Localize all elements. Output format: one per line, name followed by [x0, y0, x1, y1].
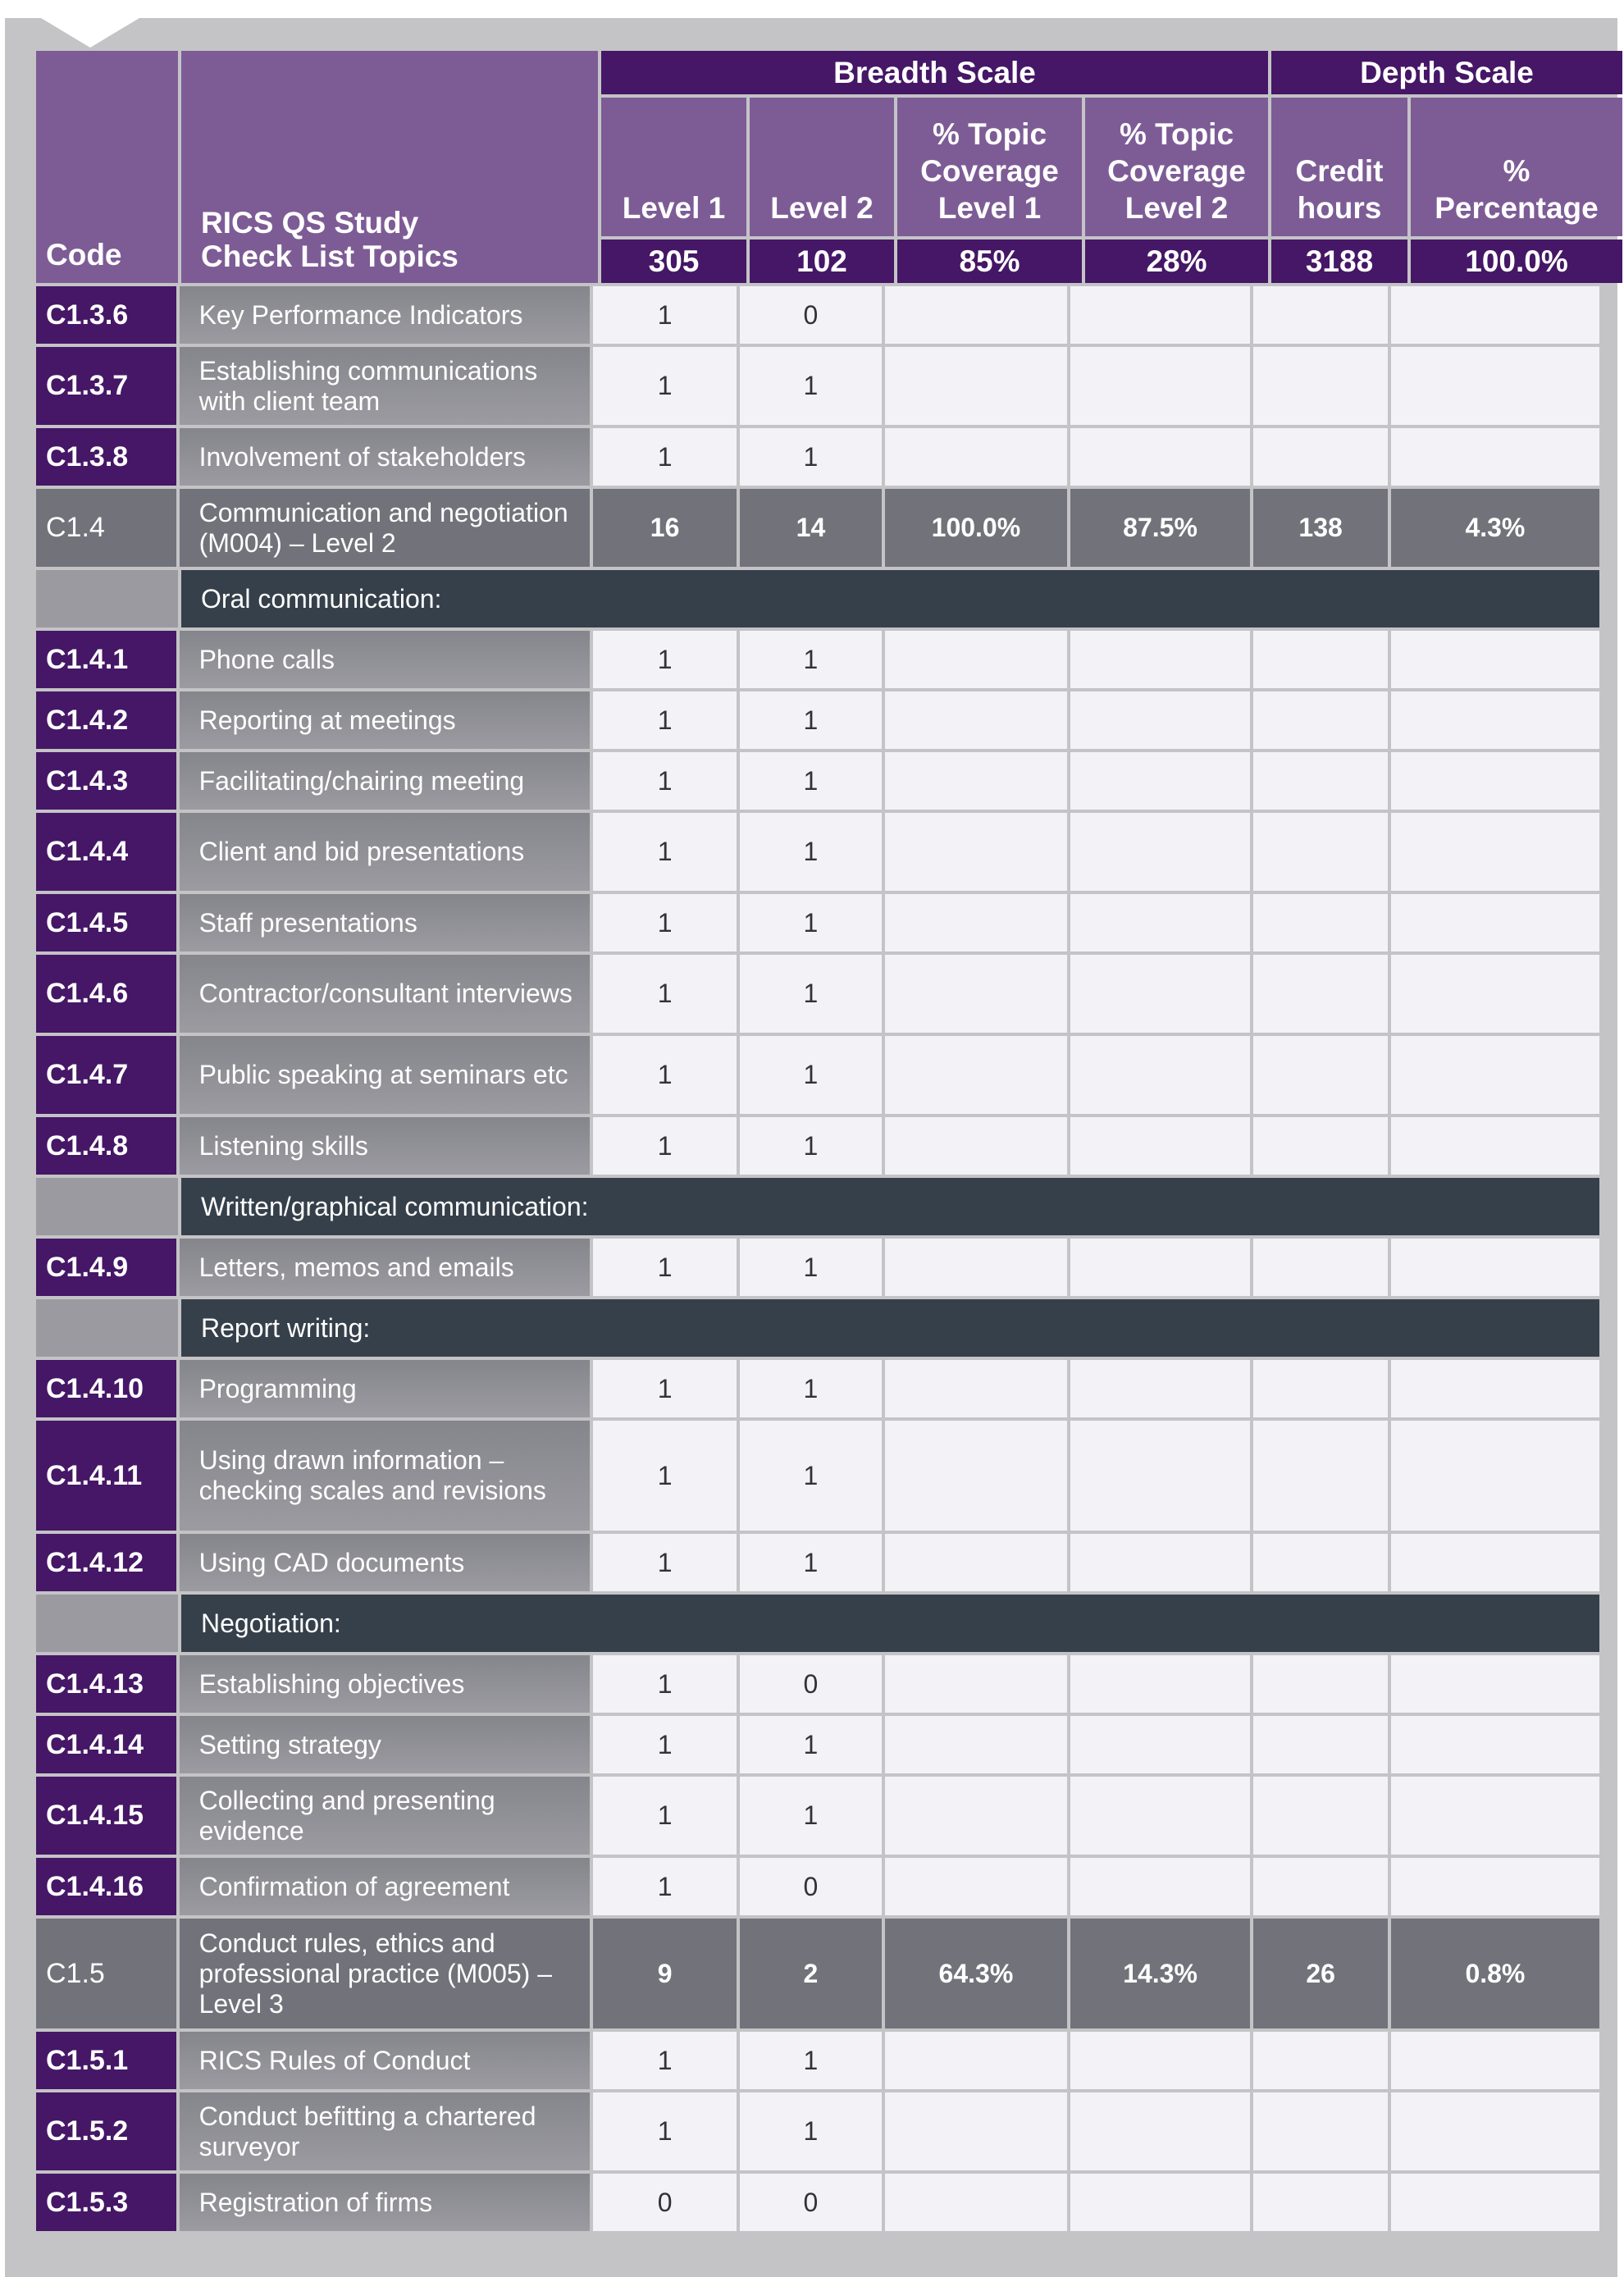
header-col-label-line: Coverage: [1107, 154, 1246, 188]
table-row: [36, 1117, 1599, 1175]
row-value: [1253, 1534, 1388, 1591]
row-value: 14.3%: [1070, 1919, 1251, 2028]
row-value: [1070, 1036, 1251, 1114]
row-value: [1391, 631, 1599, 688]
table-row: [36, 428, 1599, 486]
row-value: 0: [740, 1655, 882, 1713]
row-code: C1.4.15: [36, 1777, 176, 1855]
row-topic: Facilitating/chairing meeting: [180, 752, 591, 810]
row-value: [1253, 347, 1388, 425]
row-value: 2: [740, 1919, 882, 2028]
row-code: C1.4.12: [36, 1534, 176, 1591]
header-col-total: 28%: [1085, 240, 1268, 283]
row-value: 1: [593, 2092, 736, 2170]
row-value: [885, 428, 1067, 486]
row-code: C1.4.11: [36, 1421, 176, 1531]
header-col-total: 102: [750, 240, 894, 283]
row-value: [885, 1716, 1067, 1773]
row-value: [1391, 1858, 1599, 1915]
row-topic: RICS Rules of Conduct: [180, 2032, 591, 2089]
header-col-label-line: hours: [1297, 191, 1382, 225]
header-col-label: [1085, 98, 1268, 236]
row-topic: Establishing communications with client team: [180, 347, 591, 425]
row-value: 9: [593, 1919, 736, 2028]
row-value: [1253, 813, 1388, 891]
row-value: [1070, 894, 1251, 951]
row-value: [1391, 1036, 1599, 1114]
row-value: [1253, 2174, 1388, 2231]
row-topic: Communication and negotiation (M004) – Level 2: [180, 489, 591, 567]
row-value: [1253, 2092, 1388, 2170]
header-col-total: 3188: [1271, 240, 1407, 283]
row-value: 1: [593, 1036, 736, 1114]
row-code: C1.3.7: [36, 347, 176, 425]
row-code: C1.4.8: [36, 1117, 176, 1175]
table-row: [36, 1239, 1599, 1296]
row-value: 1: [740, 631, 882, 688]
header-col-label-line: Level 2: [1124, 191, 1229, 225]
row-value: 1: [593, 1421, 736, 1531]
row-value: [1070, 1777, 1251, 1855]
row-value: [1391, 1117, 1599, 1175]
row-value: [885, 1360, 1067, 1417]
row-topic: Contractor/consultant interviews: [180, 955, 591, 1033]
row-value: [1391, 1360, 1599, 1417]
row-value: 1: [740, 752, 882, 810]
row-value: [885, 955, 1067, 1033]
row-value: [1070, 631, 1251, 688]
row-value: [1070, 1421, 1251, 1531]
header-col-label-line: Level 1: [622, 191, 726, 225]
row-value: [885, 2174, 1067, 2231]
table-row: [36, 631, 1599, 688]
table-row: [36, 1534, 1599, 1591]
row-value: 1: [740, 1534, 882, 1591]
row-value: [1070, 752, 1251, 810]
row-topic: Phone calls: [180, 631, 591, 688]
row-value: [1391, 286, 1599, 344]
row-value: 16: [593, 489, 736, 567]
row-value: 1: [593, 286, 736, 344]
row-value: [1253, 1777, 1388, 1855]
row-value: 1: [593, 1858, 736, 1915]
table-row: [36, 1716, 1599, 1773]
row-value: 1: [740, 1239, 882, 1296]
header-breadth-scale: Breadth Scale: [601, 51, 1268, 94]
row-value: [1070, 2174, 1251, 2231]
row-value: [885, 1117, 1067, 1175]
row-value: [1253, 631, 1388, 688]
section-title: Written/graphical communication:: [181, 1178, 1599, 1235]
row-value: 87.5%: [1070, 489, 1251, 567]
row-value: 1: [593, 428, 736, 486]
header-col-label-line: Coverage: [920, 154, 1059, 188]
header-col-label-line: Credit: [1295, 154, 1384, 188]
header-col-label-line: % Topic: [932, 117, 1047, 151]
row-topic: Using drawn information – checking scales and revisions: [180, 1421, 591, 1531]
row-code: C1.4.9: [36, 1239, 176, 1296]
row-value: 1: [740, 1117, 882, 1175]
row-value: 1: [740, 1360, 882, 1417]
section-code-blank: [36, 1299, 178, 1357]
row-topic: Registration of firms: [180, 2174, 591, 2231]
row-value: 64.3%: [885, 1919, 1067, 2028]
row-value: [1070, 1858, 1251, 1915]
row-value: [1391, 2174, 1599, 2231]
row-value: 0.8%: [1391, 1919, 1599, 2028]
table-row: [36, 1360, 1599, 1417]
row-value: [1391, 1534, 1599, 1591]
row-value: [1253, 894, 1388, 951]
section-header-row: [36, 570, 1599, 627]
header-col-label-line: % Topic: [1119, 117, 1234, 151]
row-value: [1391, 1777, 1599, 1855]
row-value: 1: [593, 631, 736, 688]
row-topic: Reporting at meetings: [180, 691, 591, 749]
table-row: [36, 2092, 1599, 2170]
row-value: 1: [593, 2032, 736, 2089]
row-value: 1: [593, 752, 736, 810]
row-value: 0: [740, 2174, 882, 2231]
row-value: 1: [593, 955, 736, 1033]
row-value: [1391, 752, 1599, 810]
header-col-label: [897, 98, 1082, 236]
section-title: Negotiation:: [181, 1595, 1599, 1652]
row-value: 1: [593, 1117, 736, 1175]
table-row: [36, 1777, 1599, 1855]
header-col-label-line: %: [1503, 154, 1530, 188]
row-value: 0: [740, 1858, 882, 1915]
row-value: [1391, 1655, 1599, 1713]
row-value: [885, 1655, 1067, 1713]
row-value: [885, 1534, 1067, 1591]
row-value: 1: [740, 2092, 882, 2170]
table-row: [36, 1036, 1599, 1114]
row-value: 1: [593, 1239, 736, 1296]
row-value: 1: [740, 955, 882, 1033]
row-value: [1070, 1117, 1251, 1175]
row-value: [1070, 1716, 1251, 1773]
header-col-label-line: Level 1: [937, 191, 1042, 225]
row-value: 26: [1253, 1919, 1388, 2028]
row-value: 138: [1253, 489, 1388, 567]
header-col-label-line: Percentage: [1435, 191, 1599, 225]
row-code: C1.4.5: [36, 894, 176, 951]
table-row: [36, 1421, 1599, 1531]
row-code: C1.5: [36, 1919, 176, 2028]
table-row: [36, 691, 1599, 749]
row-topic: Conduct rules, ethics and professional practice (M005) – Level 3: [180, 1919, 591, 2028]
header-col-label: [750, 98, 894, 236]
row-value: [885, 1036, 1067, 1114]
row-value: 1: [593, 1655, 736, 1713]
row-value: [1391, 691, 1599, 749]
row-code: C1.4.14: [36, 1716, 176, 1773]
row-topic: Key Performance Indicators: [180, 286, 591, 344]
row-value: [1253, 428, 1388, 486]
section-title: Report writing:: [181, 1299, 1599, 1357]
summary-row: [36, 1919, 1599, 2028]
row-value: [1070, 428, 1251, 486]
row-value: [1253, 691, 1388, 749]
row-value: 1: [740, 1036, 882, 1114]
row-value: 1: [740, 347, 882, 425]
row-value: 1: [740, 428, 882, 486]
row-code: C1.4: [36, 489, 176, 567]
header-topics-line2: Check List Topics: [201, 240, 458, 273]
row-value: [1253, 286, 1388, 344]
section-title: Oral communication:: [181, 570, 1599, 627]
row-value: [1391, 1716, 1599, 1773]
row-value: [1070, 691, 1251, 749]
header-col-label-line: Level 2: [770, 191, 874, 225]
header-col-total: 305: [601, 240, 746, 283]
row-topic: Establishing objectives: [180, 1655, 591, 1713]
header-col-total: 85%: [897, 240, 1082, 283]
row-value: 1: [740, 1716, 882, 1773]
row-value: [1070, 286, 1251, 344]
row-value: [1070, 2092, 1251, 2170]
row-topic: Letters, memos and emails: [180, 1239, 591, 1296]
row-code: C1.4.16: [36, 1858, 176, 1915]
header-col-label: [1411, 98, 1622, 236]
row-topic: Setting strategy: [180, 1716, 591, 1773]
row-value: [1070, 813, 1251, 891]
row-value: [885, 286, 1067, 344]
row-value: [1253, 955, 1388, 1033]
row-code: C1.4.2: [36, 691, 176, 749]
row-topic: Public speaking at seminars etc: [180, 1036, 591, 1114]
row-value: [1391, 894, 1599, 951]
row-value: [1391, 347, 1599, 425]
row-value: [1070, 347, 1251, 425]
row-code: C1.4.10: [36, 1360, 176, 1417]
row-value: [1070, 1239, 1251, 1296]
table-row: [36, 286, 1599, 344]
row-value: 1: [593, 691, 736, 749]
header-depth-scale: Depth Scale: [1271, 51, 1622, 94]
row-value: [1253, 1036, 1388, 1114]
row-value: 1: [593, 813, 736, 891]
row-value: [885, 691, 1067, 749]
row-code: C1.3.6: [36, 286, 176, 344]
section-header-row: [36, 1178, 1599, 1235]
row-value: [885, 1239, 1067, 1296]
table-row: [36, 1858, 1599, 1915]
row-value: 14: [740, 489, 882, 567]
row-value: [1070, 1655, 1251, 1713]
row-value: 1: [740, 2032, 882, 2089]
row-value: [885, 1421, 1067, 1531]
table-row: [36, 752, 1599, 810]
row-code: C1.4.1: [36, 631, 176, 688]
row-code: C1.3.8: [36, 428, 176, 486]
row-value: [885, 2032, 1067, 2089]
row-value: [1391, 428, 1599, 486]
row-value: 1: [740, 894, 882, 951]
row-topic: Using CAD documents: [180, 1534, 591, 1591]
row-code: C1.4.13: [36, 1655, 176, 1713]
row-value: [1253, 1655, 1388, 1713]
row-value: 1: [740, 813, 882, 891]
row-value: 1: [593, 1716, 736, 1773]
row-value: [1253, 1117, 1388, 1175]
section-header-row: [36, 1299, 1599, 1357]
row-value: 100.0%: [885, 489, 1067, 567]
row-topic: Confirmation of agreement: [180, 1858, 591, 1915]
panel-notch: [41, 18, 139, 48]
row-value: 1: [593, 1534, 736, 1591]
table-row: [36, 347, 1599, 425]
row-value: [1391, 955, 1599, 1033]
row-value: [1070, 1360, 1251, 1417]
row-code: C1.4.6: [36, 955, 176, 1033]
table-row: [36, 813, 1599, 891]
row-topic: Involvement of stakeholders: [180, 428, 591, 486]
row-value: [1253, 752, 1388, 810]
row-value: [1253, 1360, 1388, 1417]
row-value: [1253, 1239, 1388, 1296]
row-value: 1: [593, 347, 736, 425]
header-topics: [181, 51, 598, 283]
row-code: C1.4.7: [36, 1036, 176, 1114]
row-value: [1070, 955, 1251, 1033]
row-value: [885, 813, 1067, 891]
header-topics-line1: RICS QS Study: [201, 206, 419, 240]
table-row: [36, 2174, 1599, 2231]
row-topic: Staff presentations: [180, 894, 591, 951]
table-header: [36, 51, 1599, 283]
row-code: C1.4.4: [36, 813, 176, 891]
summary-row: [36, 489, 1599, 567]
row-value: [1070, 1534, 1251, 1591]
table-body: [36, 286, 1599, 2231]
row-value: [1391, 2092, 1599, 2170]
table-row: [36, 894, 1599, 951]
row-topic: Collecting and presenting evidence: [180, 1777, 591, 1855]
header-col-label: [1271, 98, 1407, 236]
section-header-row: [36, 1595, 1599, 1652]
header-col-label: [601, 98, 746, 236]
row-value: 1: [593, 894, 736, 951]
row-value: [1391, 1421, 1599, 1531]
row-value: [885, 631, 1067, 688]
row-value: [1253, 2032, 1388, 2089]
row-value: [885, 347, 1067, 425]
table-row: [36, 2032, 1599, 2089]
row-value: [885, 1777, 1067, 1855]
section-code-blank: [36, 1595, 178, 1652]
row-topic: Conduct befitting a chartered surveyor: [180, 2092, 591, 2170]
study-checklist-table: [36, 51, 1599, 2231]
row-value: 0: [740, 286, 882, 344]
row-value: [885, 752, 1067, 810]
row-value: 1: [740, 691, 882, 749]
row-code: C1.5.3: [36, 2174, 176, 2231]
row-topic: Client and bid presentations: [180, 813, 591, 891]
row-value: [1391, 1239, 1599, 1296]
row-code: C1.5.2: [36, 2092, 176, 2170]
row-value: 1: [740, 1421, 882, 1531]
row-code: C1.4.3: [36, 752, 176, 810]
section-code-blank: [36, 570, 178, 627]
row-value: 1: [740, 1777, 882, 1855]
row-value: 1: [593, 1360, 736, 1417]
row-value: [885, 1858, 1067, 1915]
row-value: [1391, 813, 1599, 891]
row-value: [885, 894, 1067, 951]
row-value: [1391, 2032, 1599, 2089]
header-code: Code: [36, 51, 178, 283]
table-row: [36, 955, 1599, 1033]
row-value: [1070, 2032, 1251, 2089]
row-value: [885, 2092, 1067, 2170]
row-value: [1253, 1716, 1388, 1773]
header-col-total: 100.0%: [1411, 240, 1622, 283]
row-value: [1253, 1421, 1388, 1531]
row-topic: Listening skills: [180, 1117, 591, 1175]
row-value: 1: [593, 1777, 736, 1855]
row-value: [1253, 1858, 1388, 1915]
table-row: [36, 1655, 1599, 1713]
row-value: 0: [593, 2174, 736, 2231]
section-code-blank: [36, 1178, 178, 1235]
row-code: C1.5.1: [36, 2032, 176, 2089]
row-value: 4.3%: [1391, 489, 1599, 567]
row-topic: Programming: [180, 1360, 591, 1417]
